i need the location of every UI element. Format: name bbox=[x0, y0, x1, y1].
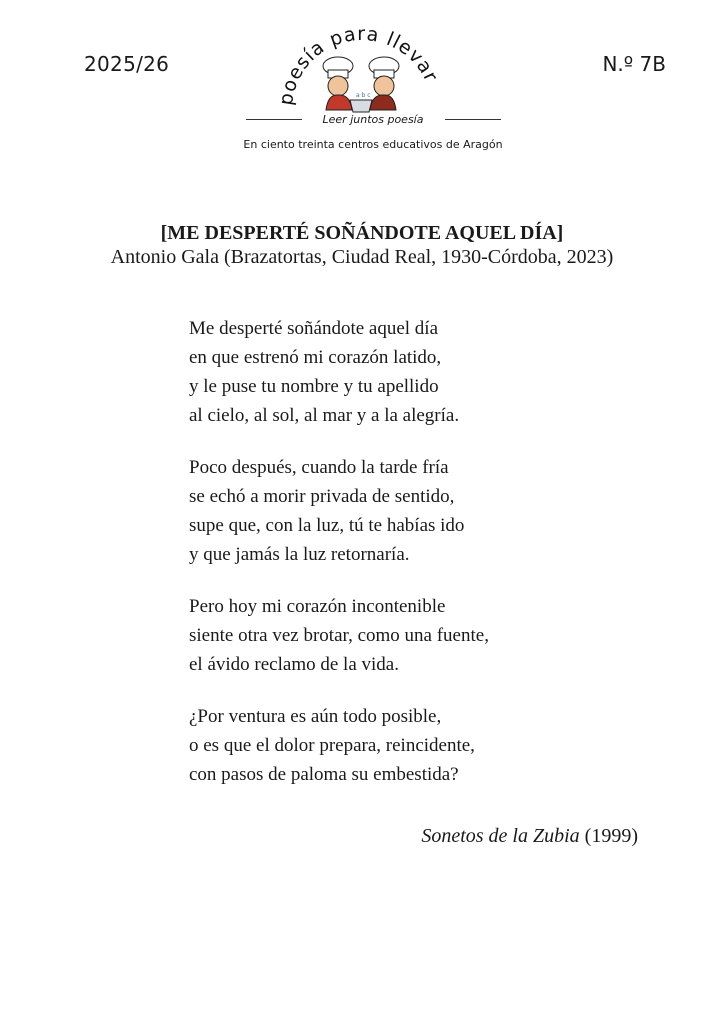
svg-text:a b c: a b c bbox=[356, 92, 371, 99]
issue-number: N.º 7B bbox=[602, 52, 666, 76]
stanza bbox=[189, 314, 489, 430]
poesia-para-llevar-logo bbox=[270, 18, 450, 118]
tagline: Leer juntos poesía bbox=[322, 113, 424, 126]
verse: y que jamás la luz retornaría. bbox=[189, 544, 410, 565]
verse: con pasos de paloma su embestida? bbox=[189, 764, 459, 785]
chef-right-icon bbox=[369, 57, 399, 110]
stanza bbox=[189, 702, 489, 789]
verse: Pero hoy mi corazón incontenible bbox=[189, 596, 446, 617]
verse: el ávido reclamo de la vida. bbox=[189, 654, 399, 675]
poem-source bbox=[421, 825, 638, 848]
svg-text:poesía para llevar: poesía para llevar bbox=[274, 22, 443, 107]
poem-author: Antonio Gala (Brazatortas, Ciudad Real, 1930-Córdoba, 2023) bbox=[110, 246, 614, 268]
poem-body bbox=[189, 314, 489, 812]
poem-title: [ME DESPERTÉ SOÑÁNDOTE AQUEL DÍA] bbox=[160, 222, 564, 244]
stanza bbox=[189, 592, 489, 679]
verse: siente otra vez brotar, como una fuente, bbox=[189, 625, 489, 646]
verse: ¿Por ventura es aún todo posible, bbox=[189, 706, 442, 727]
verse: al cielo, al sol, al mar y a la alegría. bbox=[189, 405, 460, 426]
source-year: (1999) bbox=[584, 825, 638, 847]
source-work-title: Sonetos de la Zubia bbox=[421, 825, 580, 847]
verse: Poco después, cuando la tarde fría bbox=[189, 457, 449, 478]
subtagline: En ciento treinta centros educativos de Aragón bbox=[243, 138, 503, 151]
verse: y le puse tu nombre y tu apellido bbox=[189, 376, 439, 397]
verse: se echó a morir privada de sentido, bbox=[189, 486, 455, 507]
verse: supe que, con la luz, tú te habías ido bbox=[189, 515, 465, 536]
chef-left-icon bbox=[323, 57, 353, 110]
course-year: 2025/26 bbox=[84, 52, 170, 76]
stanza bbox=[189, 453, 489, 569]
cooking-pot-icon bbox=[350, 92, 372, 112]
verse: en que estrenó mi corazón latido, bbox=[189, 347, 442, 368]
verse: Me desperté soñándote aquel día bbox=[189, 318, 439, 339]
verse: o es que el dolor prepara, reincidente, bbox=[189, 735, 475, 756]
